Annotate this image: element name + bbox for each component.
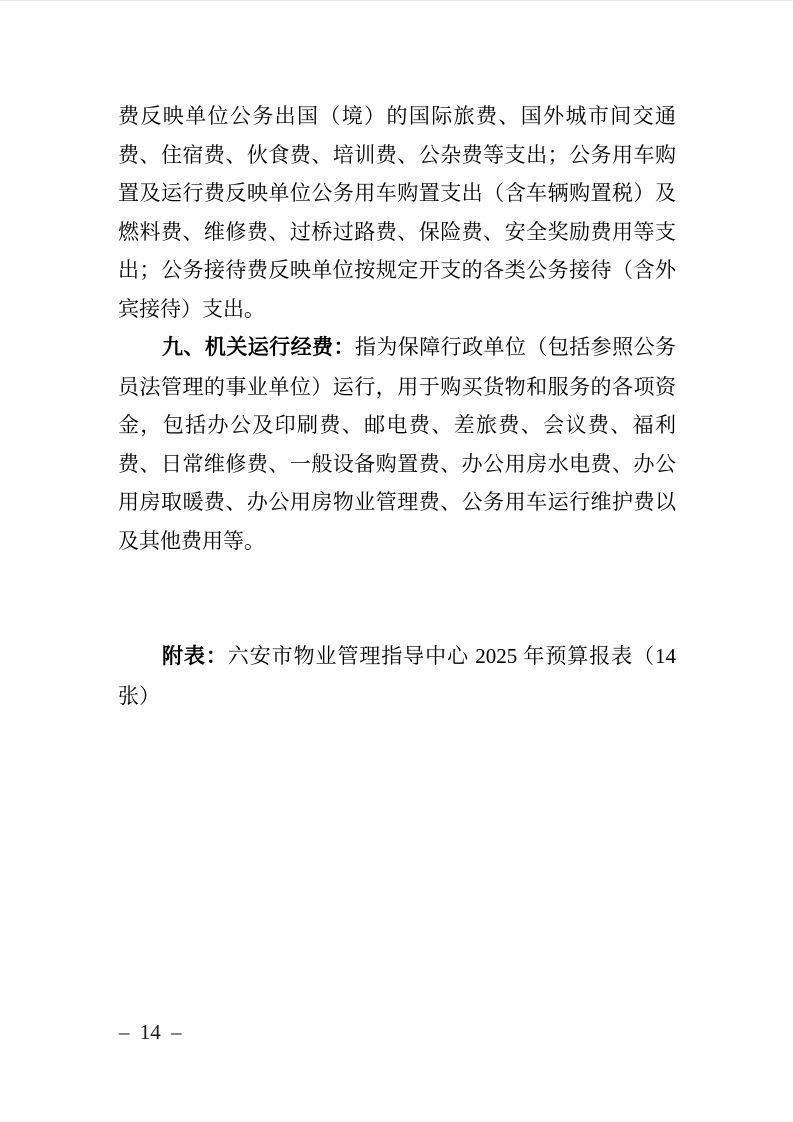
- text-run: 费反映单位公务出国（境）的国际旅费、国外城市间交通费、住宿费、伙食费、培训费、公杂费等支出；公务用车购置及运行费反映单位公务用车购置支出（含车辆购置税）及燃料费、维修费、过桥过路费、保险费、安全奖励费用等支出；公务接待费反映单位按规定开支的各类公务接待（含外宾接待）支出。: [118, 104, 676, 321]
- paragraph-travel-vehicle-reception-expenses: [118, 97, 676, 328]
- page-footer: [119, 1020, 182, 1044]
- text-run: 指为保障行政单位（包括参照公务员法管理的事业单位）运行，用于购买货物和服务的各项资金，包括办公及印刷费、邮电费、差旅费、会议费、福利费、日常维修费、一般设备购置费、办公用房水电费、办公用房取暖费、办公用房物业管理费、公务用车运行维护费以及其他费用等。: [118, 335, 677, 553]
- bold-text-run: 附表：: [162, 645, 228, 668]
- paragraph-agency-operating-funds: [118, 328, 676, 560]
- paragraph-attachment-note: [118, 637, 676, 715]
- text-run: 六安市物业管理指导中心 2025 年预算报表（14 张）: [118, 644, 676, 708]
- page-number: – 14 –: [119, 1020, 182, 1044]
- document-body: [118, 97, 676, 715]
- bold-text-run: 九、机关运行经费：: [162, 336, 355, 359]
